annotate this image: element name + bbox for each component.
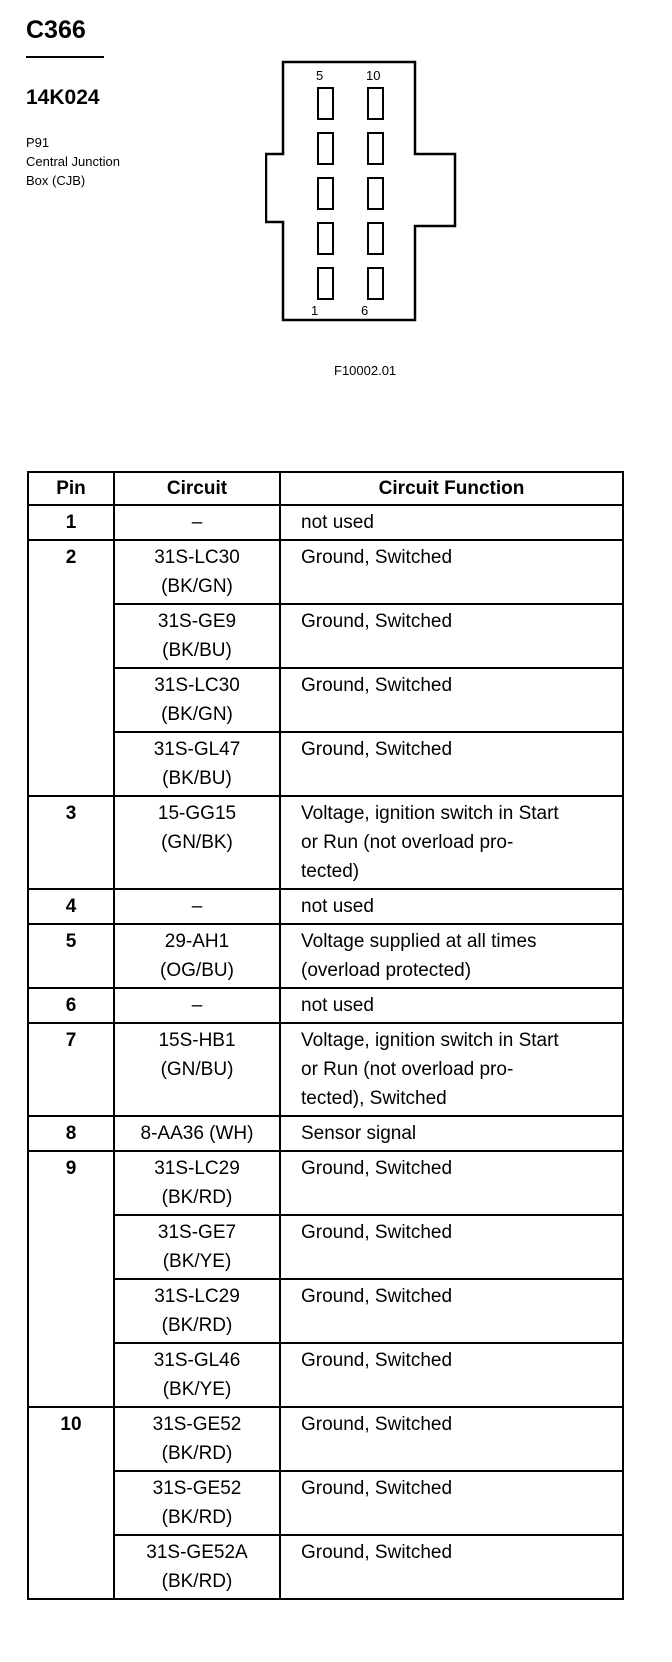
circuit-cell [114,988,280,1023]
table-row [28,505,623,540]
function-line: Voltage, ignition switch in Start [301,1030,559,1051]
circuit-line: 31S-GL47 [153,739,241,760]
function-line: or Run (not overload pro- [301,832,514,853]
function-cell [280,1023,623,1116]
figure-id: F10002.01 [334,363,397,378]
function-cell [280,924,623,988]
function-line: Ground, Switched [301,1350,453,1371]
circuit-line: (BK/RD) [161,1507,233,1528]
table-row [28,732,623,796]
function-cell [280,1215,623,1279]
circuit-cell [114,1151,280,1215]
table-row [28,889,623,924]
circuit-cell [114,1343,280,1407]
title-underline [26,56,104,58]
function-line: tected) [301,861,360,882]
function-line: Ground, Switched [301,611,453,632]
pin-number: 4 [28,889,114,924]
function-cell [280,1343,623,1407]
pin-label: 10 [366,68,381,83]
pin-cavity [318,133,333,164]
function-line: Ground, Switched [301,1286,453,1307]
circuit-cell [114,924,280,988]
function-cell [280,505,623,540]
circuit-cell [114,889,280,924]
function-line: Ground, Switched [301,547,453,568]
table-row [28,604,623,668]
pin-cavity [318,268,333,299]
pin-table [27,471,624,1600]
header-function: Circuit Function [280,472,623,505]
function-line: Ground, Switched [301,1158,453,1179]
pin-cavity [368,268,383,299]
circuit-cell [114,540,280,604]
pin-cavity [368,223,383,254]
circuit-cell [114,668,280,732]
pin-number: 8 [28,1116,114,1151]
pin-number: 1 [28,505,114,540]
pin-cavity [318,88,333,119]
pin-label: 1 [311,303,319,318]
circuit-line: 8-AA36 (WH) [140,1123,254,1144]
circuit-cell [114,1279,280,1343]
circuit-cell [114,604,280,668]
circuit-cell [114,505,280,540]
circuit-line: 31S-LC30 [154,547,240,568]
pin-cavity [368,133,383,164]
function-cell [280,1151,623,1215]
table-row [28,1023,623,1116]
connector-face-diagram [265,60,465,328]
pin-number: 5 [28,924,114,988]
circuit-cell [114,1215,280,1279]
table-row [28,1471,623,1535]
table-header-row [28,472,623,505]
table-row [28,924,623,988]
circuit-line: 31S-GL46 [153,1350,241,1371]
pin-cavity [318,223,333,254]
table-row [28,988,623,1023]
table-row [28,796,623,889]
function-cell [280,1279,623,1343]
table-row [28,1279,623,1343]
circuit-line: (BK/GN) [161,704,233,725]
circuit-cell [114,732,280,796]
table-row [28,1535,623,1599]
function-cell [280,732,623,796]
circuit-line: (GN/BK) [161,832,233,853]
circuit-line: 31S-GE52 [152,1414,242,1435]
function-cell [280,604,623,668]
table-row [28,1343,623,1407]
table-row [28,1151,623,1215]
header-pin: Pin [28,472,114,505]
circuit-line: – [191,995,203,1016]
pin-number: 7 [28,1023,114,1116]
circuit-line: (BK/YE) [162,1251,232,1272]
function-line: Ground, Switched [301,1478,453,1499]
circuit-line: (BK/RD) [161,1571,233,1592]
pin-cavities [318,88,383,299]
circuit-line: (BK/BU) [162,640,232,661]
location-line: Central Junction [26,154,120,169]
circuit-line: 15-GG15 [157,803,237,824]
circuit-line: 31S-LC29 [154,1286,240,1307]
circuit-line: 31S-GE7 [157,1222,237,1243]
function-line: Voltage, ignition switch in Start [301,803,559,824]
pin-label: 6 [361,303,369,318]
circuit-cell [114,796,280,889]
circuit-line: 15S-HB1 [158,1030,236,1051]
table-row [28,1215,623,1279]
function-line: Ground, Switched [301,1414,453,1435]
table-row [28,1116,623,1151]
circuit-line: (OG/BU) [160,960,234,981]
header-circuit: Circuit [114,472,280,505]
circuit-line: (BK/BU) [162,768,232,789]
circuit-line: – [191,512,203,533]
circuit-cell [114,1116,280,1151]
function-cell [280,1116,623,1151]
pin-number: 2 [28,540,114,796]
function-cell [280,988,623,1023]
circuit-line: (BK/RD) [161,1187,233,1208]
function-line: Voltage supplied at all times [301,931,537,952]
pin-cavity [368,178,383,209]
function-line: Sensor signal [301,1123,417,1144]
function-line: Ground, Switched [301,1222,453,1243]
function-line: (overload protected) [301,960,472,981]
pin-number: 10 [28,1407,114,1599]
function-cell [280,1535,623,1599]
pin-cavity [318,178,333,209]
circuit-line: 31S-GE52 [152,1478,242,1499]
connector-title: C366 [26,16,86,44]
circuit-line: (GN/BU) [160,1059,234,1080]
connector-location [26,133,120,190]
circuit-line: – [191,896,203,917]
circuit-cell [114,1471,280,1535]
function-cell [280,889,623,924]
function-cell [280,540,623,604]
pin-table-body [28,505,623,1599]
circuit-cell [114,1535,280,1599]
circuit-cell [114,1407,280,1471]
function-line: not used [301,512,374,533]
circuit-line: 31S-GE9 [157,611,237,632]
function-line: Ground, Switched [301,1542,453,1563]
circuit-line: (BK/GN) [161,576,233,597]
function-cell [280,668,623,732]
function-line: not used [301,896,374,917]
circuit-line: 31S-LC29 [154,1158,240,1179]
pin-number: 3 [28,796,114,889]
location-line: Box (CJB) [26,173,86,188]
table-row [28,668,623,732]
table-row [28,1407,623,1471]
circuit-line: (BK/RD) [161,1443,233,1464]
circuit-line: (BK/RD) [161,1315,233,1336]
function-line: Ground, Switched [301,675,453,696]
function-cell [280,1407,623,1471]
location-line: P91 [26,135,50,150]
circuit-line: 31S-GE52A [146,1542,248,1563]
circuit-line: (BK/YE) [162,1379,232,1400]
table-row [28,540,623,604]
circuit-cell [114,1023,280,1116]
function-line: Ground, Switched [301,739,453,760]
function-line: not used [301,995,374,1016]
pin-number: 9 [28,1151,114,1407]
pin-cavity [368,88,383,119]
part-number: 14K024 [26,86,100,109]
function-cell [280,796,623,889]
function-line: tected), Switched [301,1088,447,1109]
function-cell [280,1471,623,1535]
pin-number: 6 [28,988,114,1023]
function-line: or Run (not overload pro- [301,1059,514,1080]
circuit-line: 31S-LC30 [154,675,240,696]
connector-outline [266,62,455,320]
circuit-line: 29-AH1 [164,931,230,952]
pin-label: 5 [316,68,324,83]
